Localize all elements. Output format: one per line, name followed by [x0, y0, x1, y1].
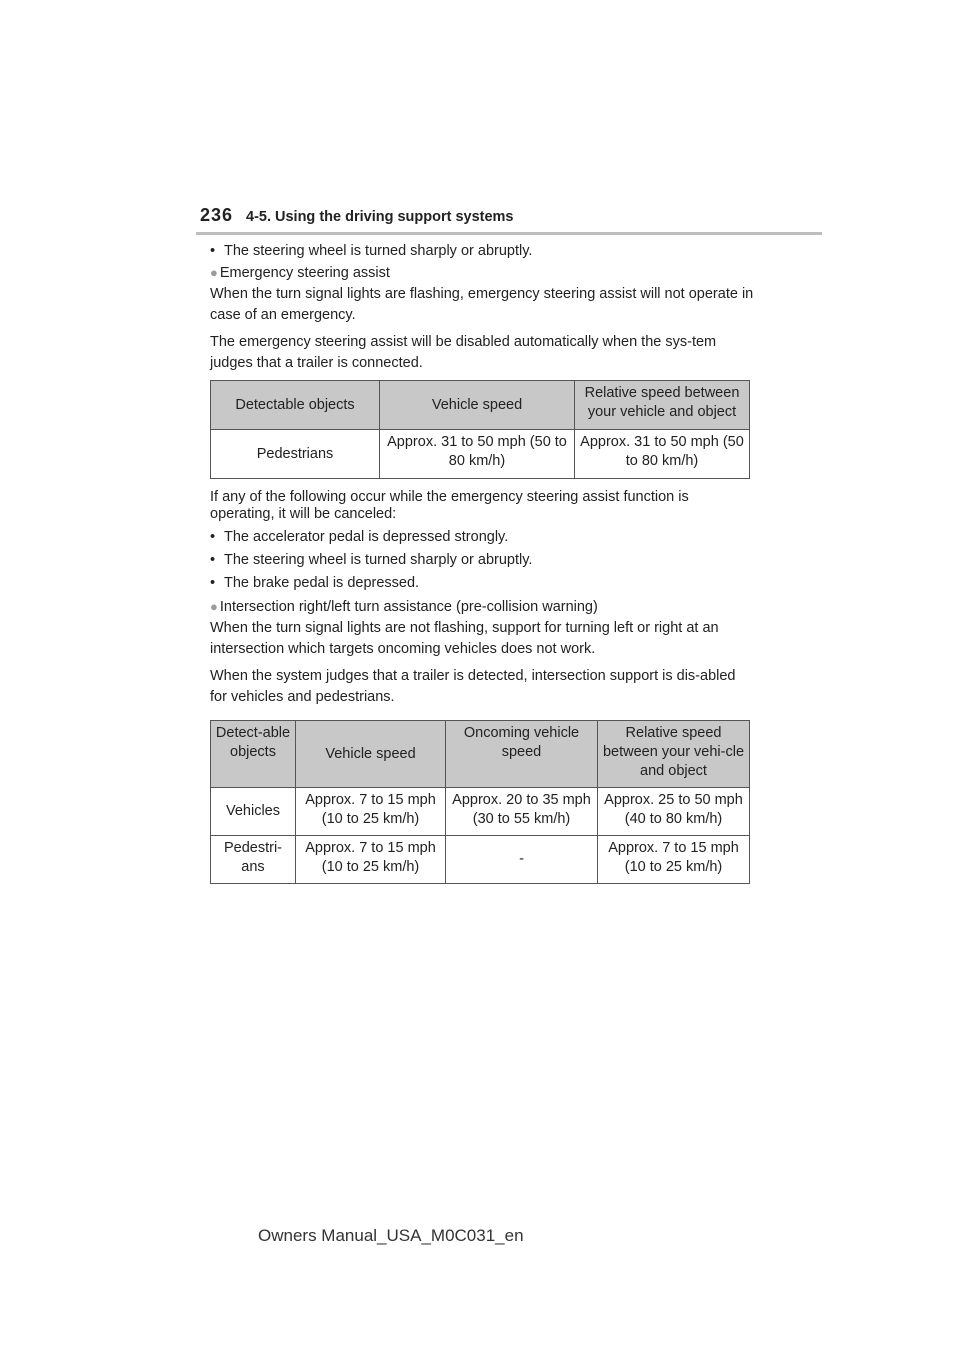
circle-bullet-icon: ●: [210, 599, 218, 614]
table-cell: Approx. 20 to 35 mph (30 to 55 km/h): [446, 788, 598, 836]
page-number: 236: [200, 205, 234, 225]
paragraph: When the turn signal lights are flashing, emergency steering assist will not operate in case of an emergency.: [210, 286, 754, 323]
bullet-text: The accelerator pedal is depressed strongly.: [224, 529, 509, 545]
bullet-item: [210, 573, 755, 594]
heading-text: Intersection right/left turn assistance (pre-collision warning): [219, 599, 598, 615]
bullet-text: The brake pedal is depressed.: [224, 575, 420, 591]
bullet-dot-icon: •: [210, 243, 216, 259]
table-header-cell: Detectable objects: [211, 381, 380, 430]
table-cell: Approx. 31 to 50 mph (50 to 80 km/h): [575, 430, 750, 479]
bullet-text: The steering wheel is turned sharply or abruptly.: [224, 243, 533, 259]
table-header-row: [211, 721, 750, 788]
table-cell: Pedestrians: [211, 430, 380, 479]
bullet-dot-icon: •: [210, 552, 216, 568]
table-row: [211, 430, 750, 479]
intersection-heading: [210, 596, 755, 618]
bullet-text: The steering wheel is turned sharply or abruptly.: [224, 552, 533, 568]
table-cell: Approx. 31 to 50 mph (50 to 80 km/h): [380, 430, 575, 479]
emergency-speed-table: [210, 380, 750, 479]
heading-text: Emergency steering assist: [219, 265, 390, 281]
table-row: [211, 836, 750, 884]
table-header-cell: Vehicle speed: [380, 381, 575, 430]
table-cell: Vehicles: [211, 788, 296, 836]
bullet-item: [210, 527, 755, 548]
table-cell: Approx. 7 to 15 mph (10 to 25 km/h): [598, 836, 750, 884]
table-header-cell: Relative speed between your vehi-cle and object: [598, 721, 750, 788]
table-header-cell: Oncoming vehicle speed: [446, 721, 598, 788]
header-divider: [196, 232, 822, 235]
table-header-cell: Relative speed between your vehicle and object: [575, 381, 750, 430]
paragraph: The emergency steering assist will be disabled automatically when the sys-tem judges that a trailer is connected.: [210, 334, 717, 371]
intersection-speed-table: [210, 720, 750, 884]
table-header-cell: Vehicle speed: [296, 721, 446, 788]
footer-manual-id: Owners Manual_USA_M0C031_en: [258, 1226, 524, 1245]
table-cell: Approx. 7 to 15 mph (10 to 25 km/h): [296, 788, 446, 836]
emergency-heading: [210, 262, 755, 284]
bullet-dot-icon: •: [210, 575, 216, 591]
paragraph: When the turn signal lights are not flashing, support for turning left or right at an intersection which targets oncoming vehicles does not work.: [210, 620, 719, 657]
main-content: [210, 241, 755, 894]
table-cell: Approx. 7 to 15 mph (10 to 25 km/h): [296, 836, 446, 884]
paragraph: When the system judges that a trailer is detected, intersection support is dis-abled for vehicles and pedestrians.: [210, 668, 736, 705]
paragraph: If any of the following occur while the emergency steering assist function is operating, it will be canceled:: [210, 489, 689, 522]
table-header-cell: Detect-able objects: [211, 721, 296, 788]
bullet-item: [210, 550, 755, 571]
table-header-row: [211, 381, 750, 430]
table-cell: -: [446, 836, 598, 884]
bullet-dot-icon: •: [210, 529, 216, 545]
table-cell: Approx. 25 to 50 mph (40 to 80 km/h): [598, 788, 750, 836]
circle-bullet-icon: ●: [210, 265, 218, 280]
bullet-item: [210, 241, 755, 262]
table-cell: Pedestri-ans: [211, 836, 296, 884]
section-title: 4-5. Using the driving support systems: [246, 209, 514, 225]
table-row: [211, 788, 750, 836]
